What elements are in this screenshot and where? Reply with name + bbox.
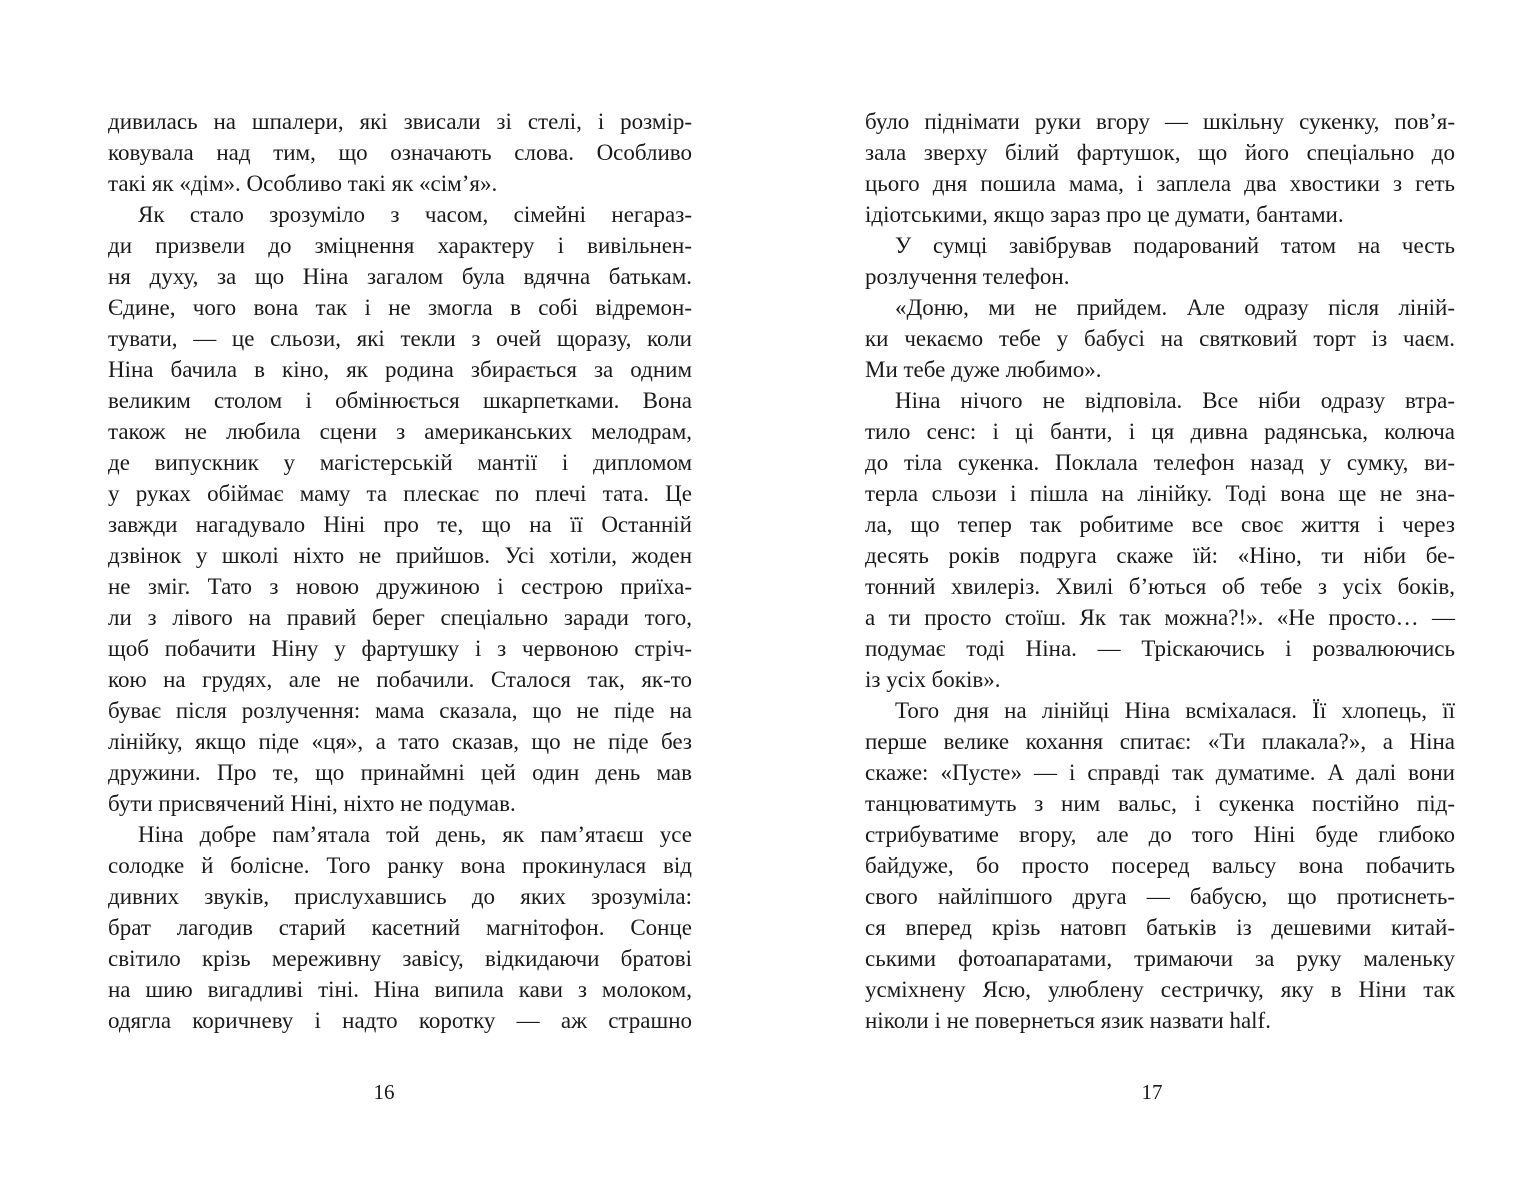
text-line: усміхнену Ясю, улюблену сестричку, яку в Ніни так — [865, 977, 1455, 1002]
text-line: ковувала над тим, що означають слова. Особливо — [108, 140, 692, 165]
text-line: Ніна добре пам’ятала той день, як пам’ятаєш усе — [138, 822, 692, 847]
text-line: одягла коричневу і надто коротку — аж страшно — [108, 1008, 692, 1033]
text-line: ідіотськими, якщо зараз про це думати, бантами. — [865, 202, 1344, 227]
text-line: також не любила сцени з американських мелодрам, — [108, 419, 692, 444]
paragraph — [865, 292, 1455, 385]
text-line: дзвінок у школі ніхто не прийшов. Усі хотіли, жоден — [108, 543, 692, 568]
text-line: перше велике кохання спитає: «Ти плакала?», а Ніна — [865, 729, 1455, 754]
text-line: Того дня на лінійці Ніна всміхалася. Її хлопець, її — [895, 698, 1455, 723]
text-line: «Доню, ми не прийдем. Але одразу після ліній- — [895, 295, 1455, 320]
paragraph — [108, 106, 692, 199]
paragraph — [865, 106, 1455, 230]
text-line: танцюватимуть з ним вальс, і сукенка постійно під- — [865, 791, 1455, 816]
text-line: було піднімати руки вгору — шкільну сукенку, пов’я- — [865, 109, 1455, 134]
text-line: Як стало зрозуміло з часом, сімейні негараз- — [138, 202, 692, 227]
text-line: тонний хвилеріз. Хвилі б’ються об тебе з усіх боків, — [865, 574, 1455, 599]
text-line: ся вперед крізь натовп батьків із дешевими китай- — [865, 915, 1455, 940]
paragraph — [865, 385, 1455, 695]
text-line: буває після розлучення: мама сказала, що не піде на — [108, 698, 692, 723]
text-line: терла сльози і пішла на лінійку. Тоді вона ще не зна- — [865, 481, 1455, 506]
paragraph — [108, 199, 692, 819]
paragraph — [865, 230, 1455, 292]
text-line: тувати, — це сльози, які текли з очей щоразу, коли — [108, 326, 692, 351]
text-line: лінійку, якщо піде «ця», а тато сказав, що не піде без — [108, 729, 692, 754]
text-line: Єдине, чого вона так і не змогла в собі відремон- — [108, 295, 692, 320]
text-line: а ти просто стоїш. Як так можна?!». «Не просто… — — [865, 605, 1455, 630]
text-line: ли з лівого на правий берег спеціально заради того, — [108, 605, 692, 630]
text-line: ки чекаємо тебе у бабусі на святковий торт із чаєм. — [865, 326, 1455, 351]
text-line: Ми тебе дуже любимо». — [865, 357, 1102, 382]
text-line: солодке й болісне. Того ранку вона прокинулася від — [108, 853, 692, 878]
text-line: зала зверху білий фартушок, що його спеціально до — [865, 140, 1455, 165]
text-line: із усіх боків». — [865, 667, 1001, 692]
text-line: завжди нагадувало Ніні про те, що на її Останній — [108, 512, 692, 537]
text-line: світило крізь мереживну завісу, відкидаючи братові — [108, 946, 692, 971]
page-right — [768, 0, 1536, 1182]
text-line: дивилась на шпалери, які звисали зі стелі, і розмір- — [108, 109, 692, 134]
text-line: ня духу, за що Ніна загалом була вдячна батькам. — [108, 264, 692, 289]
text-line: ськими фотоапаратами, тримаючи за руку маленьку — [865, 946, 1455, 971]
text-line: ла, що тепер так робитиме все своє життя і через — [865, 512, 1455, 537]
page-left-text — [108, 106, 692, 1036]
text-line: дружини. Про те, що принаймні цей один день мав — [108, 760, 692, 785]
text-line: не зміг. Тато з новою дружиною і сестрою приїха- — [108, 574, 692, 599]
text-line: скаже: «Пусте» — і справді так думатиме. А далі вони — [865, 760, 1455, 785]
text-line: такі як «дім». Особливо такі як «сім’я». — [108, 171, 498, 196]
text-line: розлучення телефон. — [865, 264, 1070, 289]
paragraph — [108, 819, 692, 1036]
page-right-text — [865, 106, 1455, 1036]
text-line: на шию вигадливі тіні. Ніна випила кави з молоком, — [108, 977, 692, 1002]
text-line: цього дня пошила мама, і заплела два хвостики з геть — [865, 171, 1455, 196]
text-line: бути присвячений Ніні, ніхто не подумав. — [108, 791, 516, 816]
text-line: дивних звуків, прислухавшись до яких зрозуміла: — [108, 884, 692, 909]
text-line: ніколи і не повернеться язик назвати half. — [865, 1008, 1271, 1033]
text-line: кою на грудях, але не побачили. Сталося так, як-то — [108, 667, 692, 692]
text-line: Ніна нічого не відповіла. Все ніби одразу втра- — [895, 388, 1455, 413]
text-line: ди призвели до зміцнення характеру і вивільнен- — [108, 233, 692, 258]
text-line: десять років подруга скаже їй: «Ніно, ти ніби бе- — [865, 543, 1455, 568]
text-line: Ніна бачила в кіно, як родина збирається за одним — [108, 357, 692, 382]
text-line: свого найліпшого друга — бабусю, що протиснеть- — [865, 884, 1455, 909]
text-line: брат лагодив старий касетний магнітофон. Сонце — [108, 915, 692, 940]
text-line: тило сенс: і ці банти, і ця дивна радянська, колюча — [865, 419, 1455, 444]
text-line: У сумці завібрував подарований татом на честь — [895, 233, 1455, 258]
paragraph — [865, 695, 1455, 1036]
text-line: у руках обіймає маму та плескає по плечі тата. Це — [108, 481, 692, 506]
text-line: до тіла сукенка. Поклала телефон назад у сумку, ви- — [865, 450, 1455, 475]
text-line: де випускник у магістерській мантії і дипломом — [108, 450, 692, 475]
text-line: стрибуватиме вгору, але до того Ніні буде глибоко — [865, 822, 1455, 847]
text-line: щоб побачити Ніну у фартушку і з червоною стріч- — [108, 636, 692, 661]
text-line: подумає тоді Ніна. — Тріскаючись і розвалюючись — [865, 636, 1455, 661]
page-number-right: 17 — [1141, 1080, 1163, 1104]
page-number-left: 16 — [373, 1080, 395, 1104]
text-line: байдуже, бо просто посеред вальсу вона побачить — [865, 853, 1455, 878]
text-line: великим столом і обмінюється шкарпетками. Вона — [108, 388, 692, 413]
